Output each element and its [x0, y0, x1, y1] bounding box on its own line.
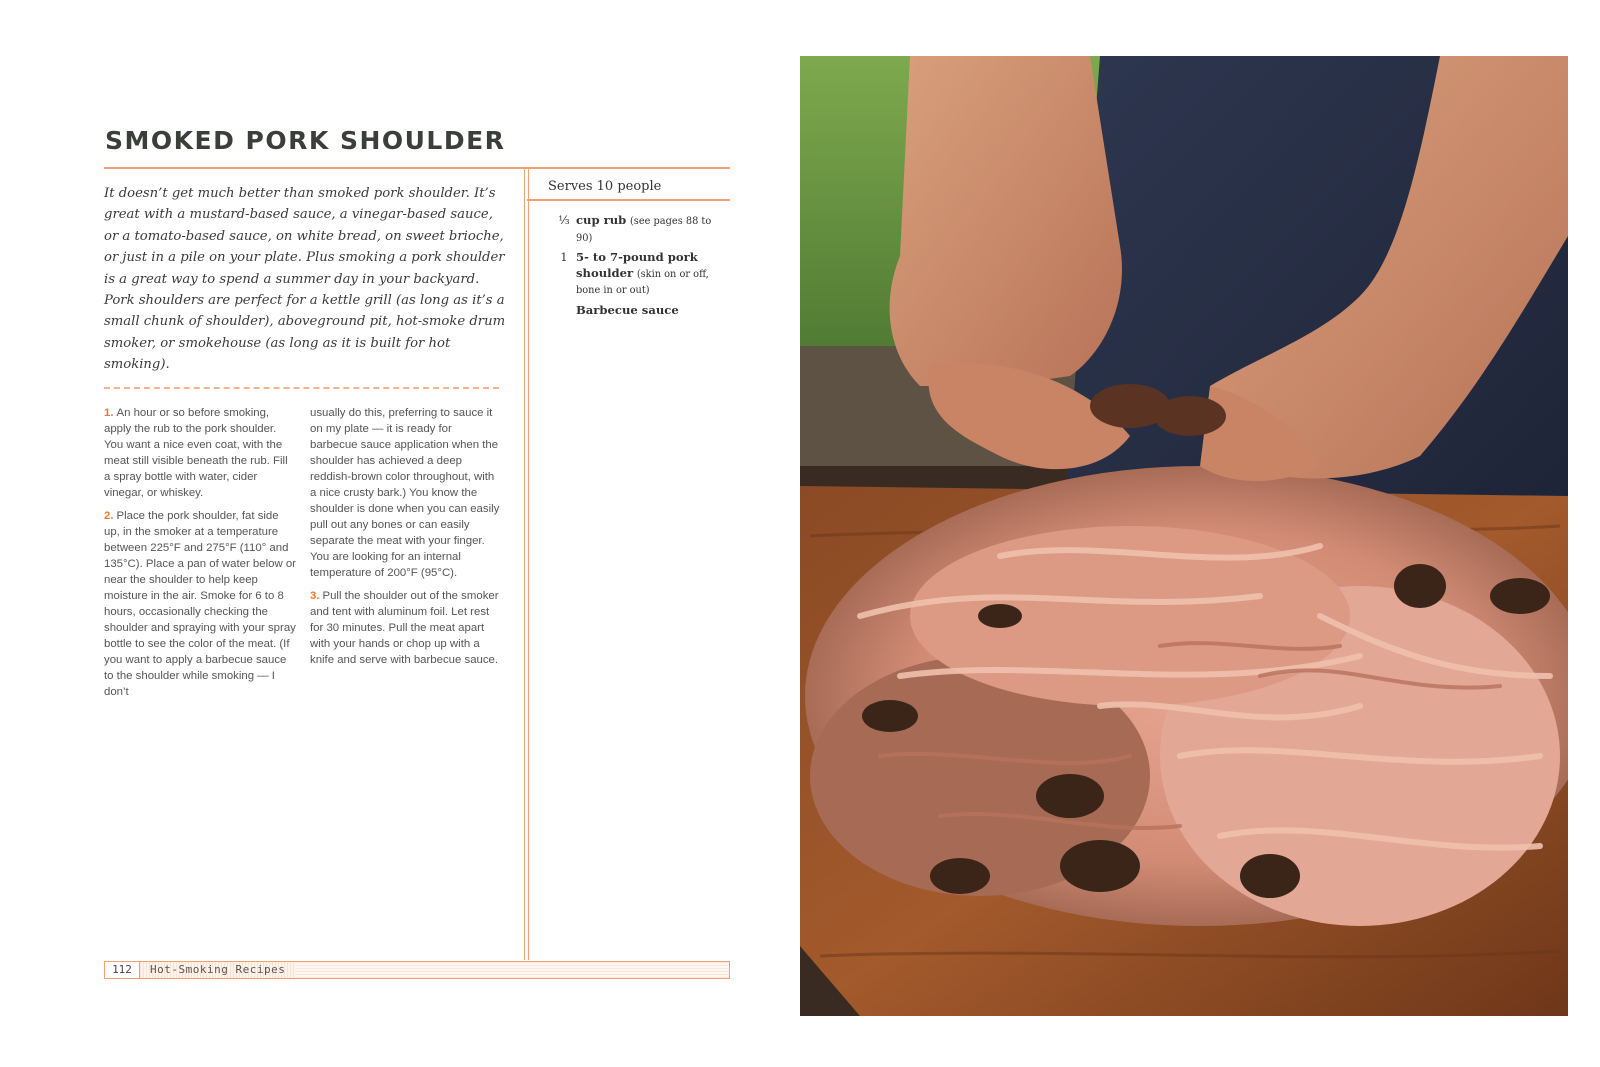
- method-column-1: [104, 405, 296, 707]
- ingredient-name: cup rub: [576, 213, 627, 227]
- ingredient-item: [552, 250, 727, 299]
- step-2: [104, 508, 296, 700]
- ingredient-name: Barbecue sauce: [576, 302, 679, 317]
- step-text: usually do this, preferring to sauce it on my plate — it is ready for barbecue sauce application when the shoulder has achieved a deep reddish-brown color throughout, with a nice crusty bark.) You know the shoulder is done when you can easily pull out any bones or can easily separate the meat with your finger. You are looking for an internal temperature of 200°F (95°C).: [310, 407, 500, 579]
- page-number: 112: [105, 962, 140, 978]
- step-2-continued: [310, 405, 500, 581]
- column-divider: [524, 169, 529, 960]
- ingredient-note: (skin on or off, bone in or out): [576, 268, 709, 296]
- step-3: [310, 588, 500, 668]
- ingredient-name: 5- to 7-pound pork shoulder: [576, 250, 698, 280]
- recipe-title: SMOKED PORK SHOULDER: [105, 126, 506, 155]
- ingredient-quantity: 1: [560, 250, 568, 264]
- serves-rule: [527, 199, 730, 201]
- step-number: 3.: [310, 590, 320, 602]
- ingredient-item: [552, 303, 727, 320]
- ingredient-quantity: ⅓: [558, 213, 570, 227]
- photo-illustration: [800, 56, 1568, 1016]
- section-name: Hot-Smoking Recipes: [140, 962, 295, 978]
- ingredient-quantity: [552, 303, 576, 320]
- step-text: Place the pork shoulder, fat side up, in the smoker at a temperature between 225°F and 275°F (110° and 135°C). Place a pan of water below or near the shoulder to help keep moisture in the air. Smoke for 6 to 8 hours, occasionally checking the shoulder and spraying with your spray bottle to see the color of the meat. (If you want to apply a barbecue sauce to the shoulder while smoking — I don’t: [104, 510, 296, 698]
- step-number: 1.: [104, 407, 114, 419]
- page-footer: [104, 961, 730, 979]
- ingredient-note: (see pages 88 to 90): [576, 216, 712, 244]
- method-column-2: [310, 405, 500, 675]
- pulled-pork-photo: [800, 56, 1568, 1016]
- step-text: Pull the shoulder out of the smoker and tent with aluminum foil. Let rest for 30 minutes. Pull the meat apart with your hands or chop up with a knife and serve with barbecue sauce.: [310, 590, 499, 666]
- title-rule: [104, 167, 730, 169]
- step-text: An hour or so before smoking, apply the rub to the pork shoulder. You want a nice even coat, with the meat still visible beneath the rub. Fill a spray bottle with water, cider vinegar, or whiskey.: [104, 407, 288, 499]
- step-1: [104, 405, 296, 501]
- intro-divider: [104, 387, 499, 389]
- footer-pattern: [295, 962, 729, 978]
- recipe-intro: It doesn’t get much better than smoked pork shoulder. It’s great with a mustard-based sauce, a vinegar-based sauce, or a tomato-based sauce, on white bread, on sweet brioche, or just in a pile on your plate. Plus smoking a pork shoulder is a great way to spend a summer day in your backyard. Pork shoulders are perfect for a kettle grill (as long as it’s a small chunk of shoulder), aboveground pit, hot-smoke drum smoker, or smokehouse (as long as it is built for hot smoking).: [104, 186, 506, 373]
- ingredient-item: [552, 213, 727, 246]
- step-number: 2.: [104, 510, 114, 522]
- serves-label: Serves 10 people: [548, 179, 662, 194]
- ingredient-list: [552, 213, 727, 323]
